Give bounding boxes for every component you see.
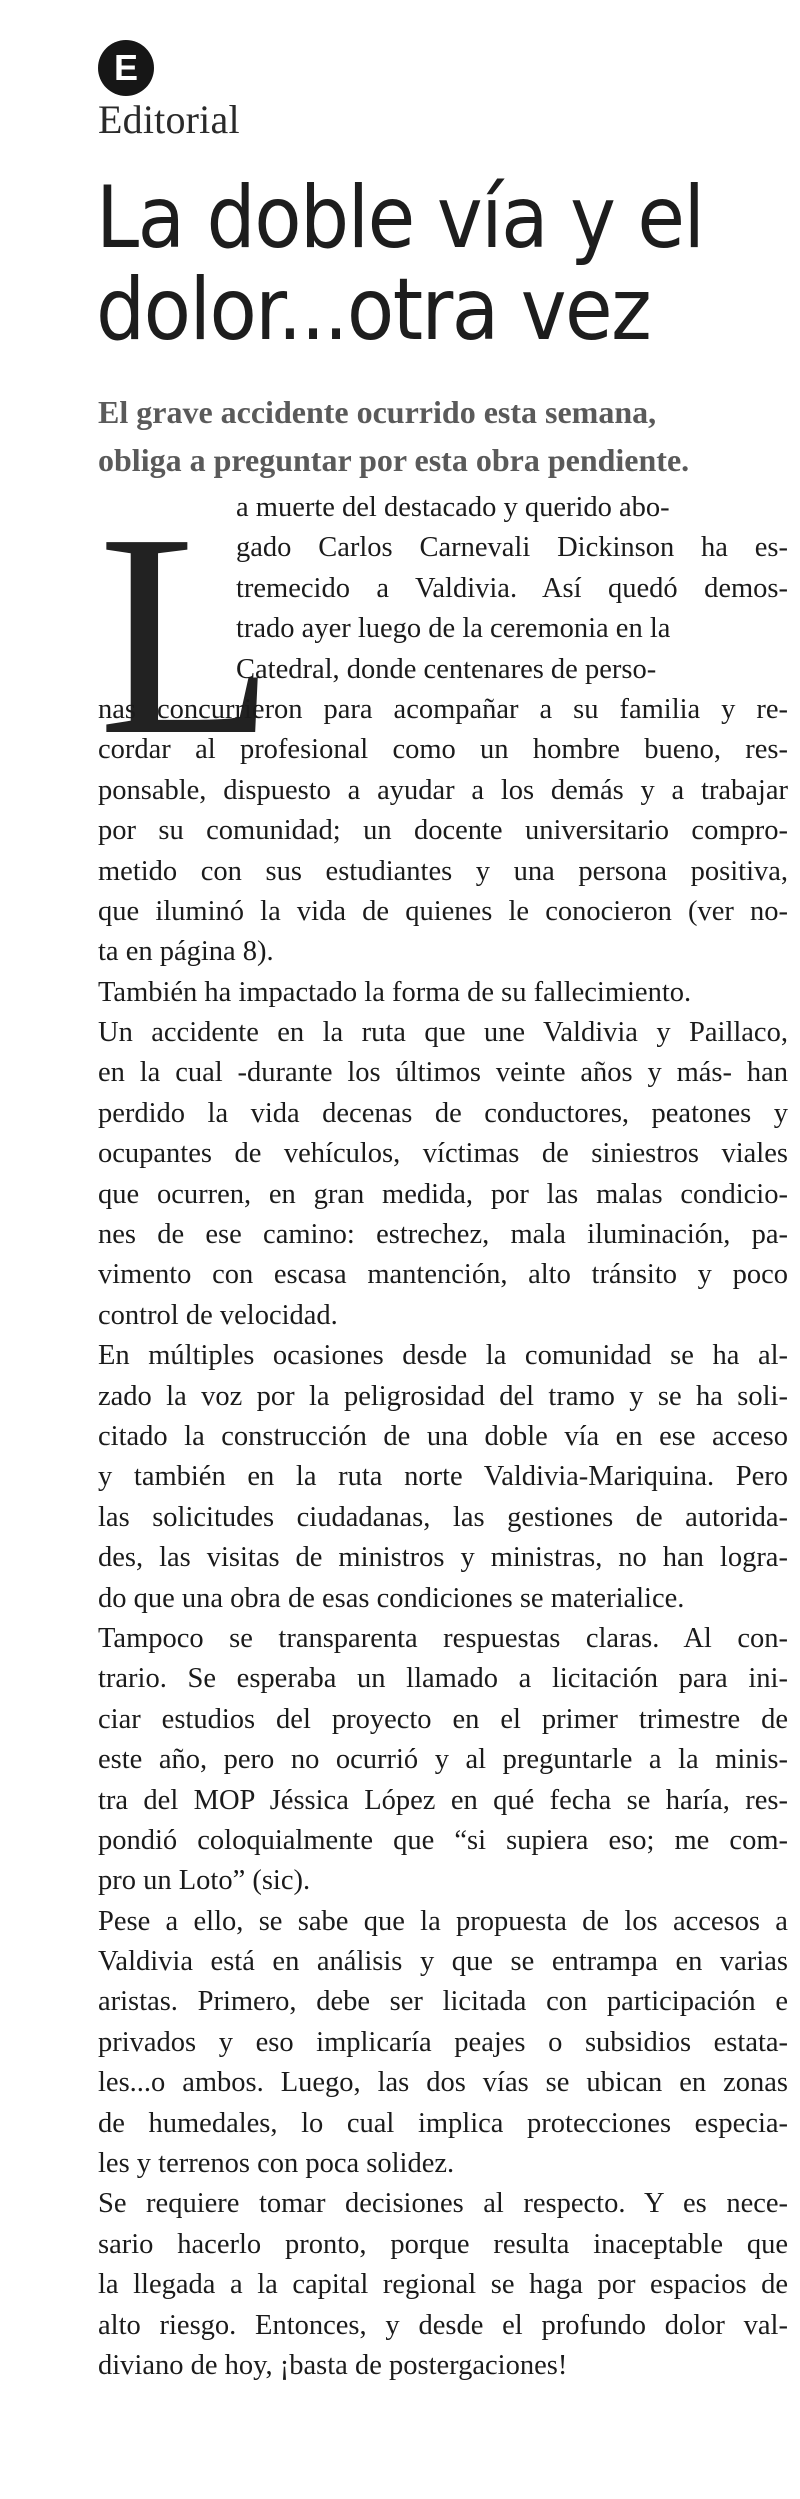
article-line: tra del MOP Jéssica López en qué fecha se haría, res- [98, 1784, 788, 1816]
article-line: Tampoco se transparenta respuestas claras. Al con- [98, 1622, 788, 1654]
article-line: control de velocidad. [98, 1299, 338, 1331]
article-line: También ha impactado la forma de su fallecimiento. [98, 976, 692, 1008]
article-line: alto riesgo. Entonces, y desde el profundo dolor val- [98, 2309, 788, 2341]
article-line: aristas. Primero, debe ser licitada con participación e [98, 1986, 788, 2018]
deck-subheading [98, 388, 788, 484]
deck-line: El grave accidente ocurrido esta semana, [98, 394, 657, 430]
article-line: do que una obra de esas condiciones se materialice. [98, 1582, 685, 1614]
article-line: privados y eso implicaría peajes o subsidios estata- [98, 2026, 789, 2058]
section-badge-letter: E [113, 47, 138, 88]
article-line: trado ayer luego de la ceremonia en la [236, 613, 671, 645]
article-line: nes de ese camino: estrechez, mala iluminación, pa- [98, 1219, 789, 1251]
article-line: gado Carlos Carnevali Dickinson ha es- [236, 532, 789, 564]
article-line: nas concurrieron para acompañar a su familia y re- [98, 693, 789, 725]
article-line: tremecido a Valdivia. Así quedó demos- [236, 572, 788, 604]
article-line: des, las visitas de ministros y ministras, no han logra- [98, 1542, 788, 1574]
article-line: Se requiere tomar decisiones al respecto. Y es nece- [98, 2188, 789, 2220]
article-line: Catedral, donde centenares de perso- [236, 653, 657, 685]
article-line: ponsable, dispuesto a ayudar a los demás y a trabajar [98, 774, 788, 806]
headline-line: dolor...otra vez [96, 260, 651, 360]
article-line: zado la voz por la peligrosidad del tramo y se ha soli- [98, 1380, 788, 1412]
article-line: sario hacerlo pronto, porque resulta inaceptable que [98, 2228, 788, 2260]
article-line: este año, pero no ocurrió y al preguntarle a la minis- [98, 1744, 789, 1776]
article-line: ocupantes de vehículos, víctimas de siniestros viales [98, 1138, 788, 1170]
article-line: en la cual -durante los últimos veinte años y más- han [98, 1057, 788, 1089]
article-line: de humedales, lo cual implica protecciones especia- [98, 2107, 789, 2139]
article-line: diviano de hoy, ¡basta de postergaciones! [98, 2349, 568, 2381]
article-line: las solicitudes ciudadanas, las gestiones de autorida- [98, 1501, 788, 1533]
article-line: perdido la vida decenas de conductores, peatones y [98, 1097, 788, 1129]
article-line: y también en la ruta norte Valdivia-Mariquina. Pero [98, 1461, 789, 1493]
article-line: que ocurren, en gran medida, por las malas condicio- [98, 1178, 788, 1210]
article-line: les y terrenos con poca solidez. [98, 2148, 455, 2180]
article-line: ta en página 8). [98, 936, 274, 968]
article-line: ciar estudios del proyecto en el primer trimestre de [98, 1703, 789, 1735]
headline-line: La doble vía y el [96, 168, 704, 268]
article-line: les...o ambos. Luego, las dos vías se ubican en zonas [98, 2067, 789, 2099]
drop-cap: L [98, 474, 276, 795]
article-line: la llegada a la capital regional se haga por espacios de [98, 2269, 789, 2301]
article-line: a muerte del destacado y querido abo- [236, 492, 670, 523]
article-body [98, 474, 789, 2386]
article-line: pondió coloquialmente que “si supiera eso; me com- [98, 1824, 788, 1856]
article-line: citado la construcción de una doble vía en ese acceso [98, 1420, 788, 1452]
article-line: que iluminó la vida de quienes le conocieron (ver no- [98, 895, 789, 927]
article-line: pro un Loto” (sic). [98, 1865, 311, 1897]
article-line: Un accidente en la ruta que une Valdivia y Paillaco, [98, 1017, 788, 1049]
article-line: vimento con escasa mantención, alto tránsito y poco [98, 1259, 789, 1291]
section-label: Editorial [98, 97, 240, 142]
article-line: metido con sus estudiantes y una persona positiva, [98, 855, 789, 887]
article-line: En múltiples ocasiones desde la comunidad se ha al- [98, 1340, 789, 1372]
headline [96, 168, 776, 360]
article-line: Pese a ello, se sabe que la propuesta de los accesos a [98, 1905, 788, 1937]
article-line: trario. Se esperaba un llamado a licitación para ini- [98, 1663, 788, 1695]
article-line: Valdivia está en análisis y que se entrampa en varias [98, 1946, 788, 1978]
section-badge [98, 40, 154, 96]
article-line: cordar al profesional como un hombre bueno, res- [98, 734, 788, 766]
deck-line: obliga a preguntar por esta obra pendiente. [98, 442, 690, 478]
article-line: por su comunidad; un docente universitario compro- [98, 815, 788, 847]
